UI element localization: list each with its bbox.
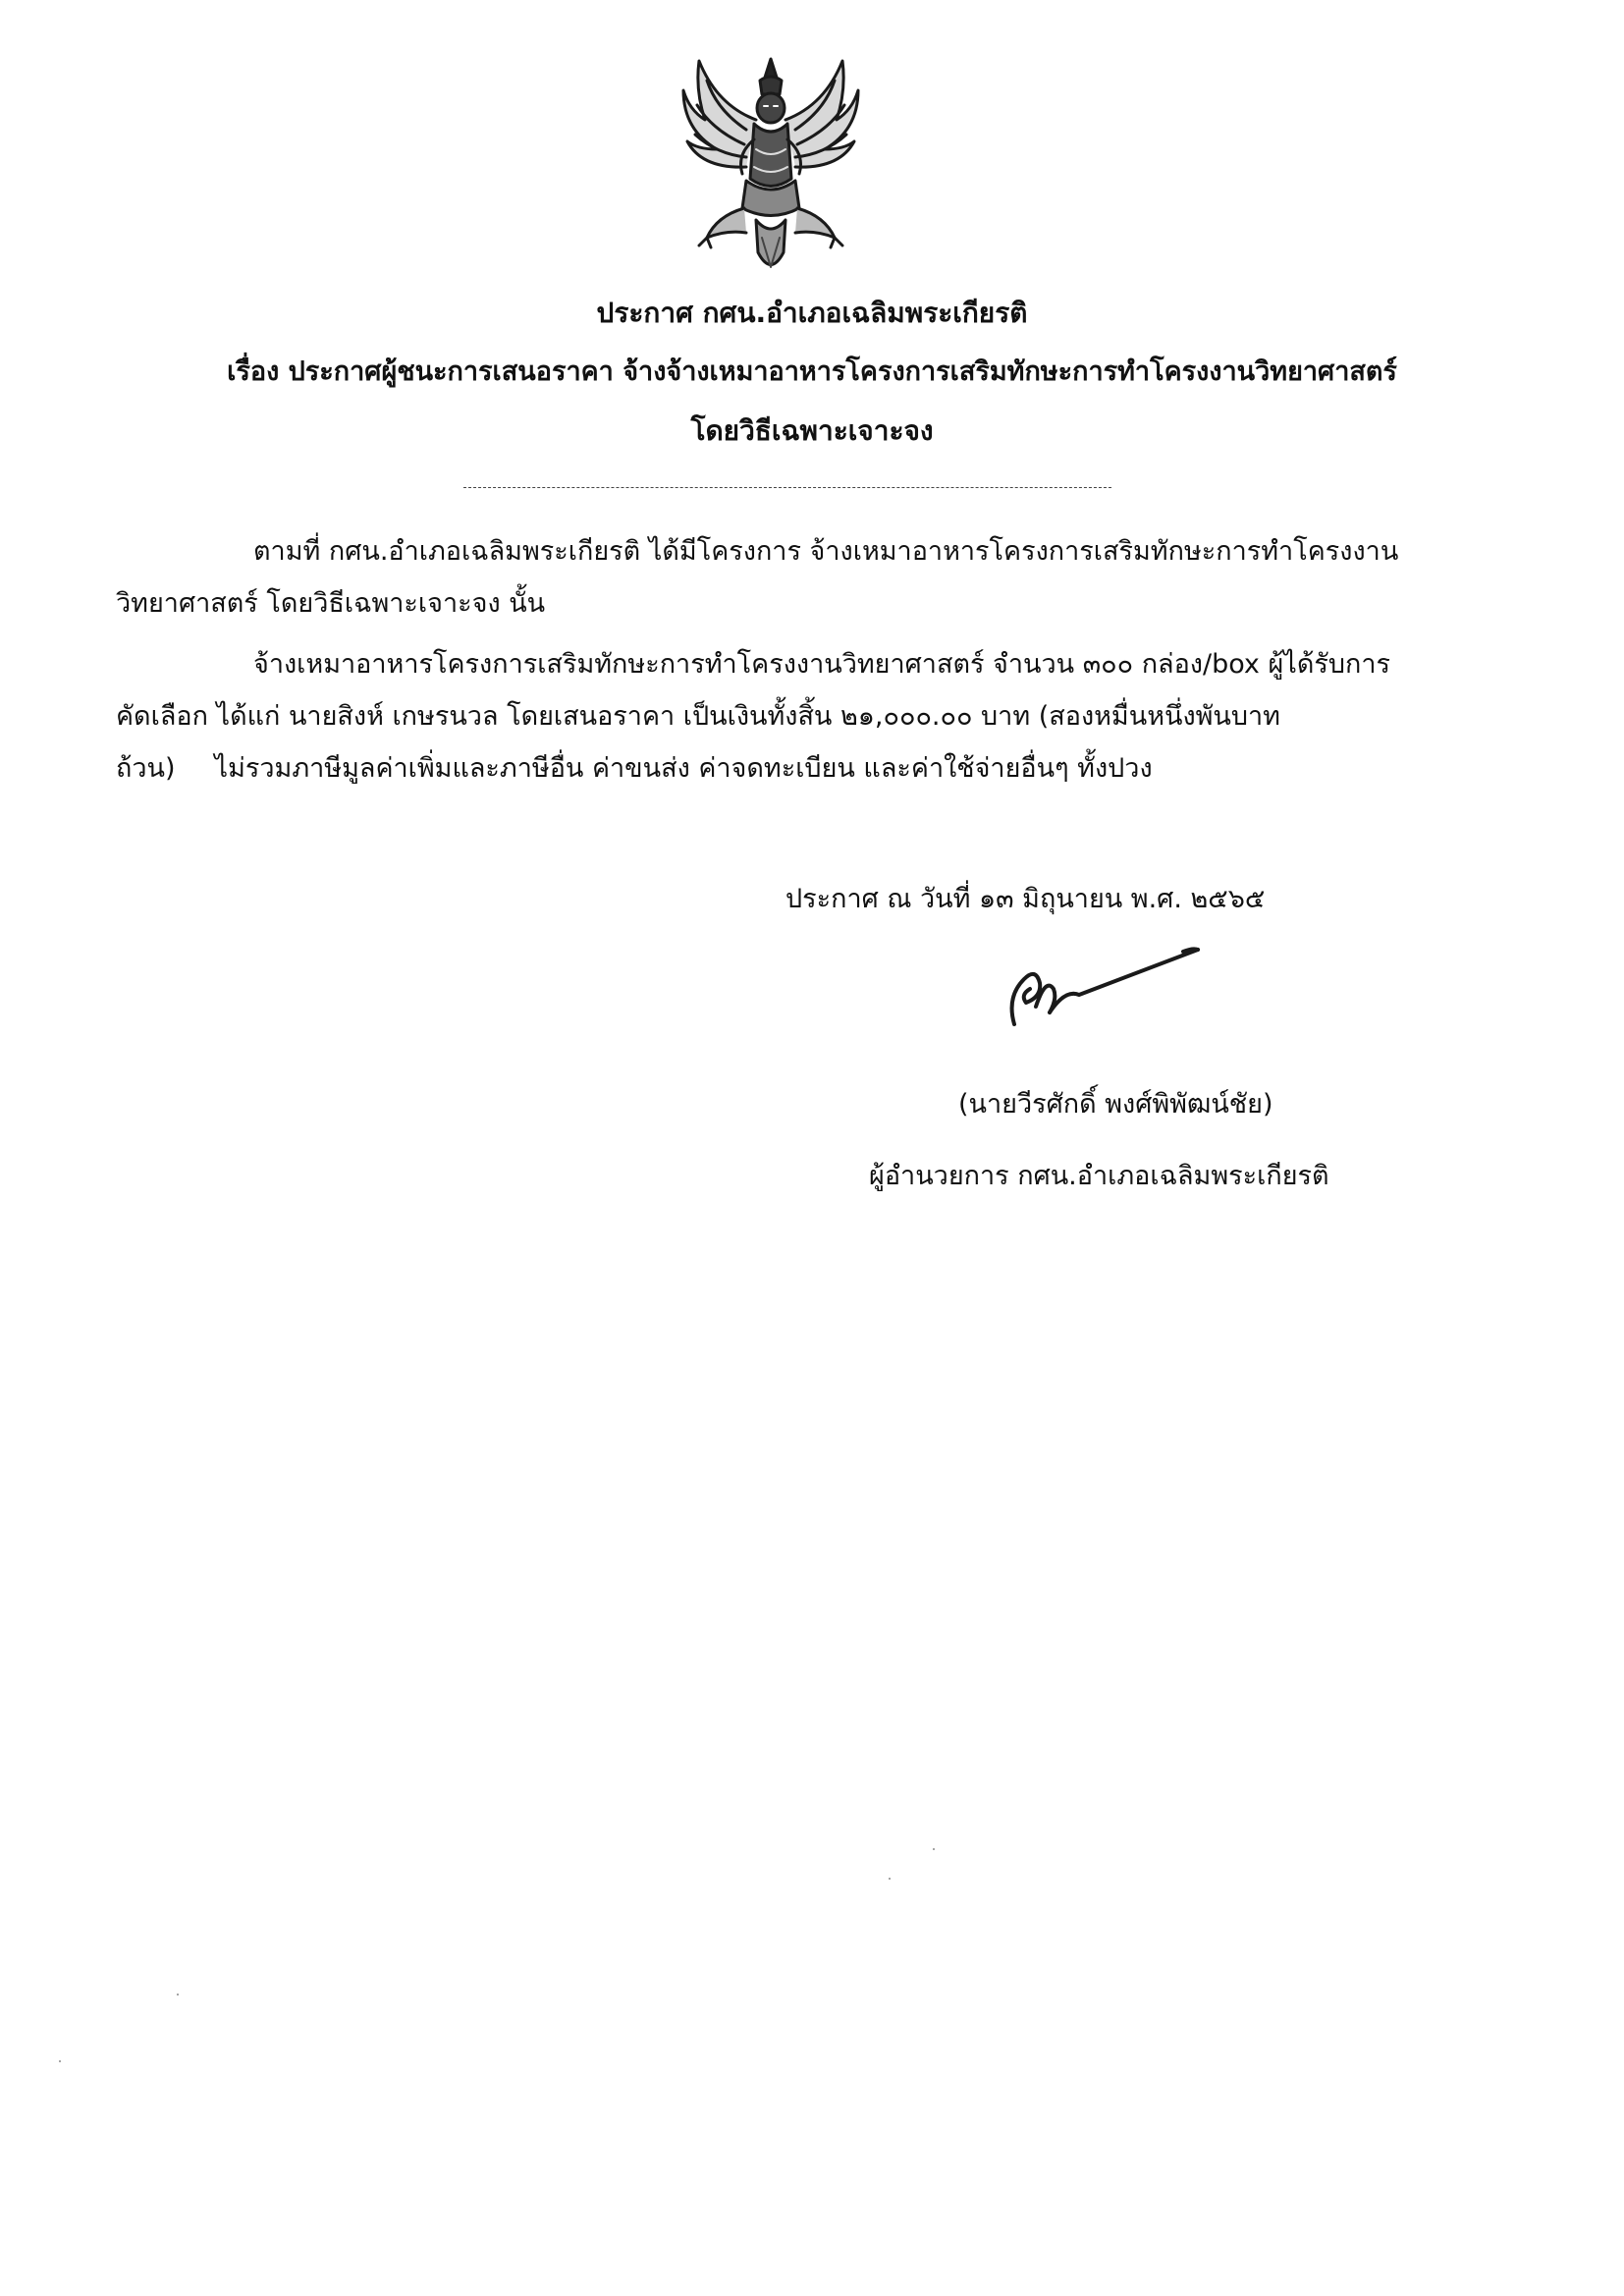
announcement-date: ประกาศ ณ วันที่ ๑๓ มิถุนายน พ.ศ. ๒๕๖๕	[785, 884, 1266, 914]
paragraph-line-start: ถ้วน)	[116, 753, 176, 784]
scan-speck	[59, 2060, 61, 2062]
scan-speck	[933, 1848, 935, 1850]
announcement-subject: เรื่อง ประกาศผู้ชนะการเสนอราคา จ้างจ้างเหมาอาหารโครงการเสริมทักษะการทำโครงงานวิทยาศาสตร์	[227, 356, 1397, 387]
paragraph-winner	[116, 638, 1432, 794]
dashed-divider	[463, 487, 1111, 488]
scan-speck	[177, 1994, 179, 1995]
signer-name: (นายวีรศักดิ์ พงศ์พิพัฒน์ชัย)	[958, 1089, 1273, 1120]
paragraph-line: ตามที่ กศน.อำเภอเฉลิมพระเกียรติ ได้มีโครงการ จ้างเหมาอาหารโครงการเสริมทักษะการทำโครงงาน	[253, 536, 1399, 567]
garuda-emblem-icon	[677, 51, 864, 285]
paragraph-line: วิทยาศาสตร์ โดยวิธีเฉพาะเจาะจง นั้น	[116, 588, 546, 619]
scan-speck	[889, 1878, 891, 1880]
paragraph-line: จ้างเหมาอาหารโครงการเสริมทักษะการทำโครงงานวิทยาศาสตร์ จำนวน ๓๐๐ กล่อง/box ผู้ได้รับการ	[253, 649, 1391, 680]
paragraph-line	[116, 742, 1432, 794]
paragraph-line-rest: ไม่รวมภาษีมูลค่าเพิ่มและภาษีอื่น ค่าขนส่ง ค่าจดทะเบียน และค่าใช้จ่ายอื่นๆ ทั้งปวง	[214, 753, 1153, 784]
signer-position: ผู้อำนวยการ กศน.อำเภอเฉลิมพระเกียรติ	[869, 1161, 1329, 1191]
procurement-method: โดยวิธีเฉพาะเจาะจง	[690, 414, 934, 447]
handwritten-signature	[997, 938, 1213, 1036]
announcement-title: ประกาศ กศน.อำเภอเฉลิมพระเกียรติ	[596, 297, 1028, 329]
paragraph-line: คัดเลือก ได้แก่ นายสิงห์ เกษรนวล โดยเสนอราคา เป็นเงินทั้งสิ้น ๒๑,๐๐๐.๐๐ บาท (สองหมื่นหนึ่งพันบาท	[116, 701, 1280, 732]
paragraph-project	[116, 525, 1432, 629]
